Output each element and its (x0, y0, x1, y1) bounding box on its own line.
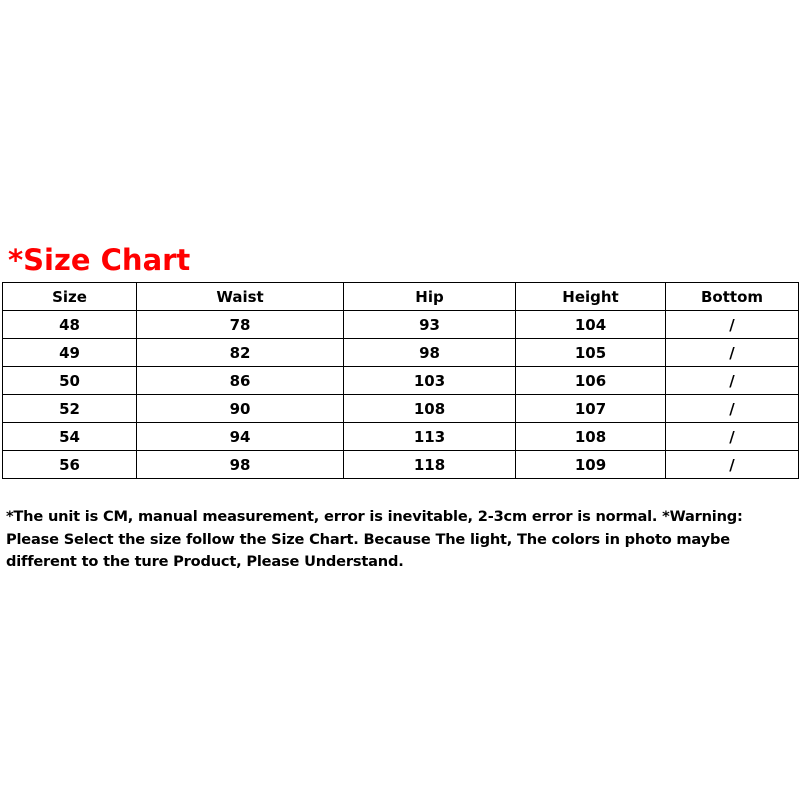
cell-size: 52 (3, 395, 137, 423)
cell-hip: 113 (344, 423, 516, 451)
header-size: Size (3, 283, 137, 311)
cell-bottom: / (666, 423, 799, 451)
cell-waist: 94 (137, 423, 344, 451)
table-row (3, 451, 799, 479)
cell-size: 56 (3, 451, 137, 479)
cell-hip: 108 (344, 395, 516, 423)
cell-waist: 98 (137, 451, 344, 479)
header-height: Height (516, 283, 666, 311)
cell-waist: 86 (137, 367, 344, 395)
measurement-note (6, 506, 798, 574)
cell-height: 105 (516, 339, 666, 367)
note-line: different to the ture Product, Please Understand. (6, 553, 404, 570)
cell-size: 49 (3, 339, 137, 367)
table-header-row (3, 283, 799, 311)
cell-size: 48 (3, 311, 137, 339)
cell-bottom: / (666, 311, 799, 339)
cell-height: 104 (516, 311, 666, 339)
table-row (3, 339, 799, 367)
cell-height: 107 (516, 395, 666, 423)
header-waist: Waist (137, 283, 344, 311)
header-bottom: Bottom (666, 283, 799, 311)
cell-height: 109 (516, 451, 666, 479)
cell-bottom: / (666, 451, 799, 479)
cell-bottom: / (666, 339, 799, 367)
cell-size: 50 (3, 367, 137, 395)
cell-hip: 98 (344, 339, 516, 367)
size-chart-table (2, 282, 799, 479)
cell-size: 54 (3, 423, 137, 451)
table-row (3, 311, 799, 339)
cell-height: 108 (516, 423, 666, 451)
cell-hip: 118 (344, 451, 516, 479)
cell-waist: 78 (137, 311, 344, 339)
note-line: *The unit is CM, manual measurement, error is inevitable, 2-3cm error is normal. *Warning: (6, 508, 743, 525)
header-hip: Hip (344, 283, 516, 311)
table-row (3, 423, 799, 451)
page-title: *Size Chart (8, 243, 191, 277)
table-row (3, 367, 799, 395)
cell-hip: 103 (344, 367, 516, 395)
note-line: Please Select the size follow the Size Chart. Because The light, The colors in photo maybe (6, 530, 730, 548)
cell-height: 106 (516, 367, 666, 395)
cell-waist: 90 (137, 395, 344, 423)
table-row (3, 395, 799, 423)
cell-bottom: / (666, 395, 799, 423)
cell-hip: 93 (344, 311, 516, 339)
cell-waist: 82 (137, 339, 344, 367)
cell-bottom: / (666, 367, 799, 395)
